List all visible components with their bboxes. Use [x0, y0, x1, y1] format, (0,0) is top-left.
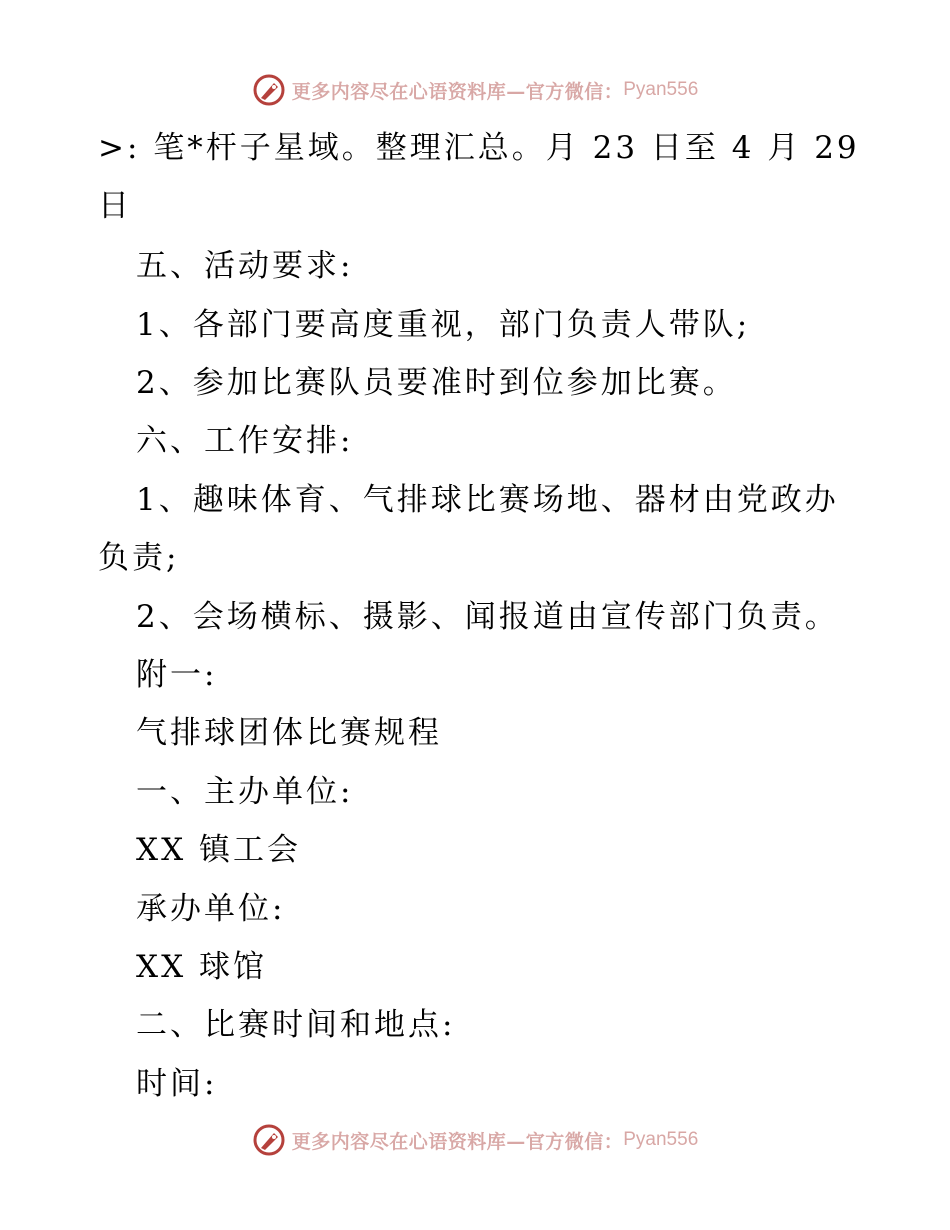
text-line-5: 2、参加比赛队员要准时到位参加比赛。 [136, 365, 737, 401]
footer-banner-id: Pyan556 [623, 1129, 699, 1150]
pen-logo-icon [252, 1123, 286, 1157]
pen-logo-icon [252, 73, 286, 107]
section-heading-time-place: 二、比赛时间和地点: [136, 1007, 456, 1043]
text-line-14: 承办单位: [136, 891, 286, 927]
rules-title: 气排球团体比赛规程 [136, 715, 442, 751]
header-banner-id: Pyan556 [623, 79, 699, 100]
text-line-7: 1、趣味体育、气排球比赛场地、器材由党政办 [136, 482, 839, 518]
text-line-13: XX 镇工会 [136, 832, 301, 868]
text-line-15: XX 球馆 [136, 949, 267, 985]
text-line-2: 日 [98, 188, 132, 224]
text-line-4: 1、各部门要高度重视，部门负责人带队; [136, 307, 751, 343]
footer-banner-text: 更多内容尽在心语资料库—官方微信： [291, 1130, 624, 1153]
header-banner [0, 70, 950, 110]
text-line-9: 2、会场横标、摄影、闻报道由宣传部门负责。 [136, 599, 839, 635]
header-banner-text: 更多内容尽在心语资料库—官方微信： [291, 80, 624, 103]
section-heading-organizer: 一、主办单位: [136, 774, 354, 810]
text-line-17: 时间: [136, 1066, 218, 1102]
footer-banner [0, 1120, 950, 1160]
section-heading-requirements: 五、活动要求: [136, 248, 354, 284]
text-line-10: 附一: [136, 657, 218, 693]
text-line-8: 负责; [98, 540, 180, 576]
text-line-1: >: 笔*杆子星域。整理汇总。月 23 日至 4 月 29 [98, 130, 860, 166]
section-heading-arrangement: 六、工作安排: [136, 423, 354, 459]
